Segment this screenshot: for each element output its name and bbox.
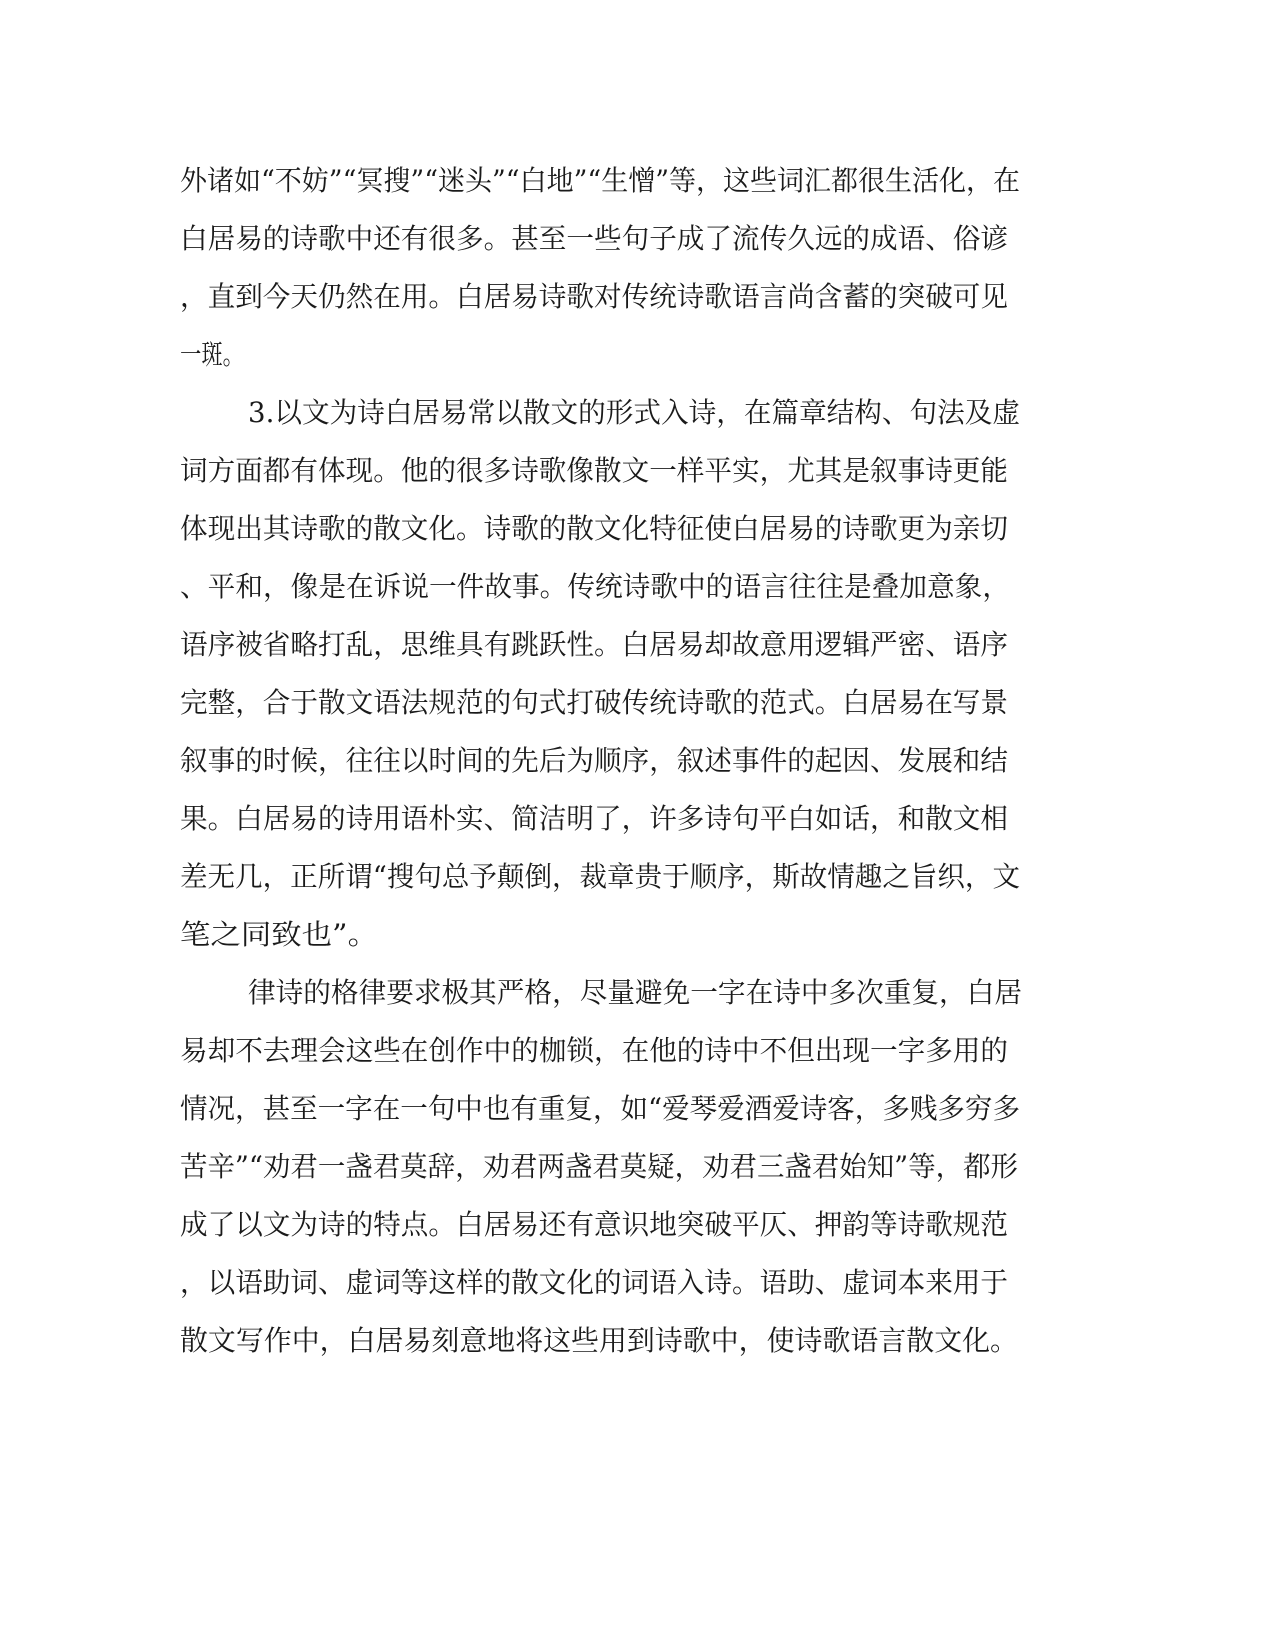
text-line: 一斑。: [180, 338, 244, 371]
text-line: 律诗的格律要求极其严格，尽量避免一字在诗中多次重复，白居: [248, 976, 1022, 1009]
text-line: 成了以文为诗的特点。白居易还有意识地突破平仄、押韵等诗歌规范: [180, 1208, 1008, 1241]
text-line: 完整，合于散文语法规范的句式打破传统诗歌的范式。白居易在写景: [180, 686, 1008, 719]
text-line: 叙事的时候，往往以时间的先后为顺序，叙述事件的起因、发展和结: [180, 744, 1008, 777]
text-line: 情况，甚至一字在一句中也有重复，如“爱琴爱酒爱诗客，多贱多穷多: [180, 1092, 1020, 1125]
text-line: 语序被省略打乱，思维具有跳跃性。白居易却故意用逻辑严密、语序: [180, 628, 1008, 661]
text-line: 白居易的诗歌中还有很多。甚至一些句子成了流传久远的成语、俗谚: [180, 222, 1008, 255]
text-line: 笔之同致也”。: [180, 918, 378, 951]
text-line: 散文写作中，白居易刻意地将这些用到诗歌中，使诗歌语言散文化。: [180, 1324, 1018, 1357]
text-line: 果。白居易的诗用语朴实、简洁明了，许多诗句平白如话，和散文相: [180, 802, 1008, 835]
text-line: 3.以文为诗白居易常以散文的形式入诗，在篇章结构、句法及虚: [248, 396, 1020, 429]
text-line: ，直到今天仍然在用。白居易诗歌对传统诗歌语言尚含蓄的突破可见: [180, 280, 1008, 313]
text-line: 易却不去理会这些在创作中的枷锁，在他的诗中不但出现一字多用的: [180, 1034, 1008, 1067]
text-line: 外诸如“不妨”“冥搜”“迷头”“白地”“生憎”等，这些词汇都很生活化，在: [180, 164, 1020, 197]
text-line: 、平和，像是在诉说一件故事。传统诗歌中的语言往往是叠加意象，: [180, 570, 1010, 603]
text-line: 体现出其诗歌的散文化。诗歌的散文化特征使白居易的诗歌更为亲切: [180, 512, 1008, 545]
text-line: ，以语助词、虚词等这样的散文化的词语入诗。语助、虚词本来用于: [180, 1266, 1008, 1299]
text-line: 词方面都有体现。他的很多诗歌像散文一样平实，尤其是叙事诗更能: [180, 454, 1008, 487]
text-line: 苦辛”“劝君一盏君莫辞，劝君两盏君莫疑，劝君三盏君始知”等，都形: [180, 1150, 1018, 1183]
text-line: 差无几，正所谓“搜句总予颠倒，裁章贵于顺序，斯故情趣之旨织，文: [180, 860, 1020, 893]
